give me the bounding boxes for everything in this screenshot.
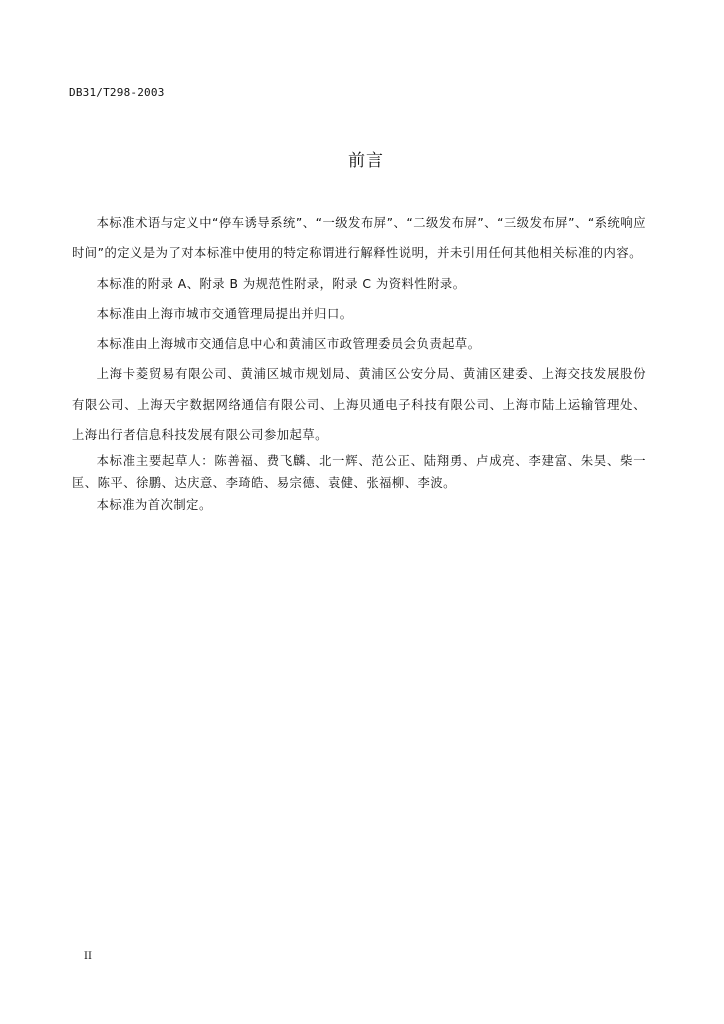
page-number: II — [84, 951, 92, 962]
paragraph-first-edition: 本标准为首次制定。 — [96, 498, 212, 513]
foreword-body — [72, 208, 646, 516]
document-code: DB31/T298-2003 — [69, 86, 165, 99]
paragraph-appendices: 本标准的附录 A、附录 B 为规范性附录，附录 C 为资料性附录。 — [96, 276, 466, 291]
paragraph-participants: 上海卡菱贸易有限公司、黄浦区城市规划局、黄浦区公安分局、黄浦区建委、上海交技发展股份有限公司、上海天宇数据网络通信有限公司、上海贝通电子科技有限公司、上海市陆上运输管理处、上海出行者信息科技发展有限公司参加起草。 — [72, 367, 646, 443]
section-title: 前言 — [348, 151, 384, 171]
paragraph-drafting-lead: 本标准由上海城市交通信息中心和黄浦区市政管理委员会负责起草。 — [96, 337, 481, 352]
paragraph-proposer: 本标准由上海市城市交通管理局提出并归口。 — [96, 306, 353, 321]
paragraph-drafters: 本标准主要起草人：陈善福、费飞麟、北一辉、范公正、陆翔勇、卢成亮、李建富、朱昊、柴一匡、陈平、徐鹏、达庆意、李琦皓、易宗德、袁健、张福柳、李波。 — [72, 454, 646, 491]
paragraph-definitions: 本标准术语与定义中“停车诱导系统”、“一级发布屏”、“二级发布屏”、“三级发布屏”、“系统响应时间”的定义是为了对本标准中使用的特定称谓进行解释性说明，并未引用任何其他相关标准的内容。 — [72, 216, 646, 261]
